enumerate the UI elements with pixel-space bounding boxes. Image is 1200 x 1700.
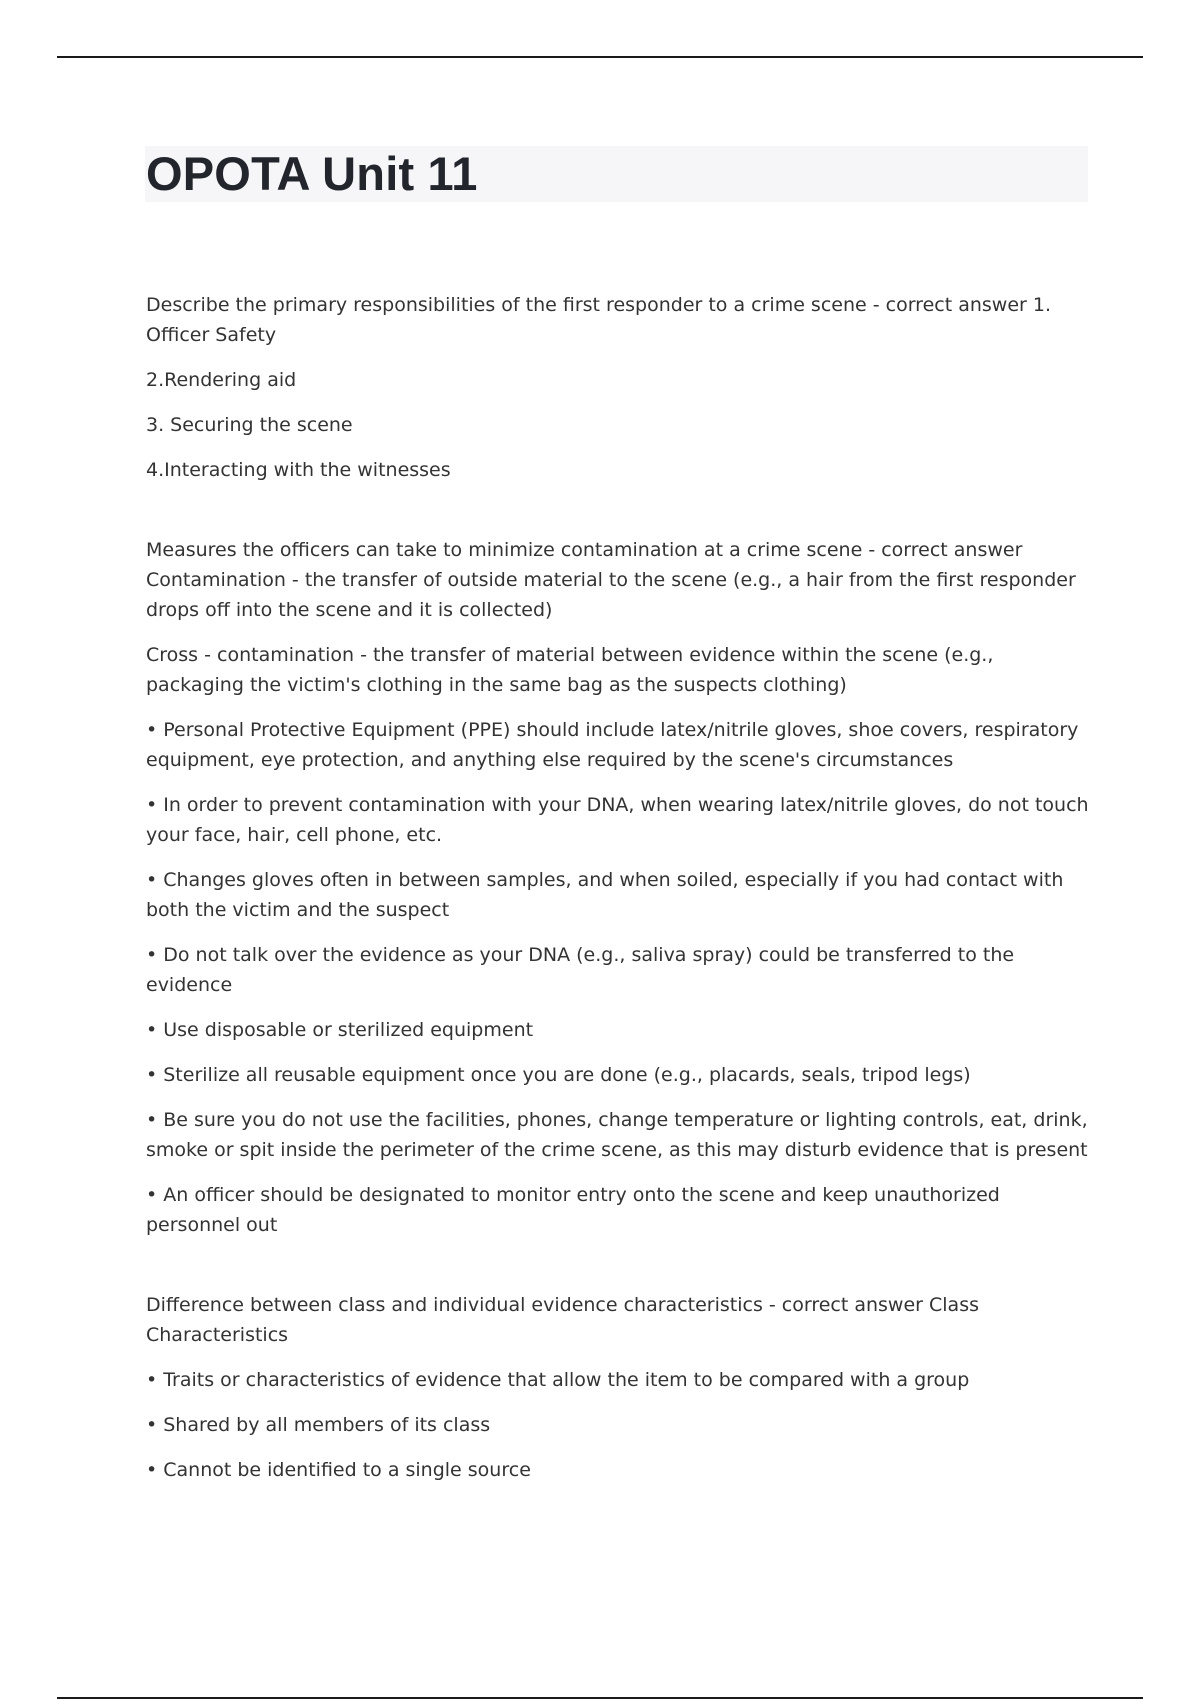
document-body <box>146 290 1096 1535</box>
answer-item: 4.Interacting with the witnesses <box>146 459 451 481</box>
answer-bullet: • Do not talk over the evidence as your DNA (e.g., saliva spray) could be transferred to the evidence <box>146 944 1015 996</box>
answer-item: Cross - contamination - the transfer of material between evidence within the scene (e.g., packaging the victim's clothing in the same bag as the suspects clothing) <box>146 644 994 696</box>
question-section <box>146 535 1096 1240</box>
answer-bullet: • Use disposable or sterilized equipment <box>146 1019 534 1041</box>
answer-bullet: • Changes gloves often in between samples, and when soiled, especially if you had contact with both the victim and the suspect <box>146 869 1064 921</box>
question-section <box>146 1290 1096 1485</box>
answer-bullet: • Sterilize all reusable equipment once you are done (e.g., placards, seals, tripod legs) <box>146 1064 971 1086</box>
top-rule <box>57 56 1143 58</box>
answer-bullet: • Cannot be identified to a single source <box>146 1459 531 1481</box>
answer-bullet: • Personal Protective Equipment (PPE) should include latex/nitrile gloves, shoe covers, respiratory equipment, eye protection, and anything else required by the scene's circumstances <box>146 719 1079 771</box>
answer-bullet: • In order to prevent contamination with your DNA, when wearing latex/nitrile gloves, do not touch your face, hair, cell phone, etc. <box>146 794 1089 846</box>
answer-item: 3. Securing the scene <box>146 414 353 436</box>
answer-item: 2.Rendering aid <box>146 369 297 391</box>
answer-bullet: • An officer should be designated to monitor entry onto the scene and keep unauthorized personnel out <box>146 1184 1000 1236</box>
answer-bullet: • Be sure you do not use the facilities, phones, change temperature or lighting controls, eat, drink, smoke or spit inside the perimeter of the crime scene, as this may disturb evidence that is present <box>146 1109 1088 1161</box>
question-section <box>146 290 1096 485</box>
answer-bullet: • Shared by all members of its class <box>146 1414 491 1436</box>
question-paragraph: Difference between class and individual evidence characteristics - correct answer Class Characteristics <box>146 1294 979 1346</box>
answer-bullet: • Traits or characteristics of evidence that allow the item to be compared with a group <box>146 1369 970 1391</box>
question-paragraph: Describe the primary responsibilities of the first responder to a crime scene - correct answer 1. Officer Safety <box>146 294 1051 346</box>
bottom-rule <box>57 1697 1143 1699</box>
page-title: OPOTA Unit 11 <box>146 147 478 200</box>
question-paragraph: Measures the officers can take to minimize contamination at a crime scene - correct answer Contamination - the transfer of outside material to the scene (e.g., a hair from the first responder drops off into the scene and it is collected) <box>146 539 1076 621</box>
